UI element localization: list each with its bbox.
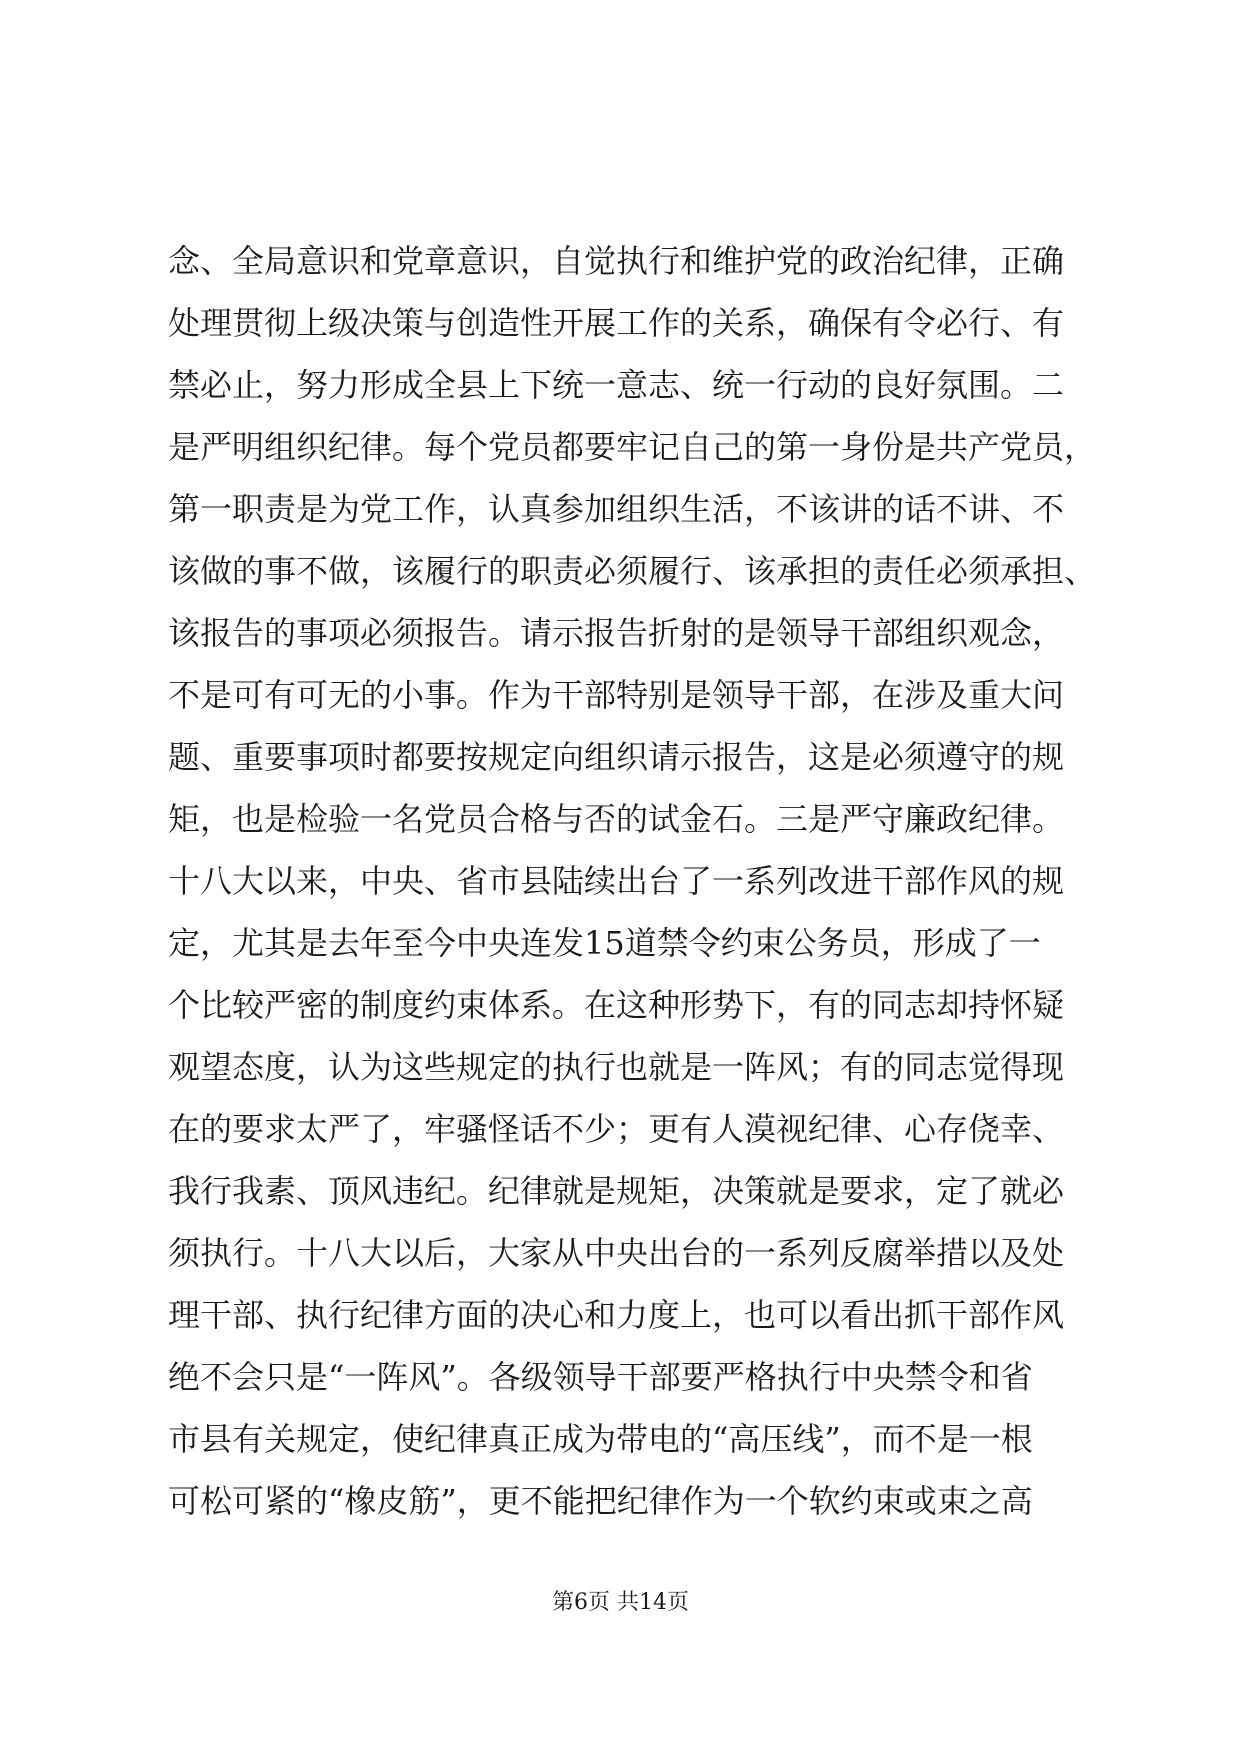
text-line: 禁必止，努力形成全县上下统一意志、统一行动的良好氛围。二 bbox=[168, 366, 1065, 404]
text-line: 绝不会只是“一阵风”。各级领导干部要严格执行中央禁令和省 bbox=[168, 1358, 1033, 1396]
text-line: 念、全局意识和党章意识，自觉执行和维护党的政治纪律，正确 bbox=[168, 242, 1065, 280]
text-line: 须执行。十八大以后，大家从中央出台的一系列反腐举措以及处 bbox=[168, 1234, 1065, 1272]
text-line: 矩，也是检验一名党员合格与否的试金石。三是严守廉政纪律。 bbox=[168, 800, 1065, 838]
text-line: 观望态度，认为这些规定的执行也就是一阵风；有的同志觉得现 bbox=[168, 1048, 1065, 1086]
page-number-footer: 第6页 共14页 bbox=[552, 1590, 689, 1615]
text-line: 该做的事不做，该履行的职责必须履行、该承担的责任必须承担、 bbox=[168, 552, 1097, 590]
text-line: 该报告的事项必须报告。请示报告折射的是领导干部组织观念， bbox=[168, 614, 1065, 652]
text-line: 个比较严密的制度约束体系。在这种形势下，有的同志却持怀疑 bbox=[168, 986, 1065, 1024]
body-text bbox=[168, 230, 1096, 1532]
text-line: 我行我素、顶风违纪。纪律就是规矩，决策就是要求，定了就必 bbox=[168, 1172, 1065, 1210]
text-line: 可松可紧的“橡皮筋”，更不能把纪律作为一个软约束或束之高 bbox=[168, 1482, 1033, 1520]
text-line: 理干部、执行纪律方面的决心和力度上，也可以看出抓干部作风 bbox=[168, 1296, 1065, 1334]
text-line: 十八大以来，中央、省市县陆续出台了一系列改进干部作风的规 bbox=[168, 862, 1065, 900]
text-line: 第一职责是为党工作，认真参加组织生活，不该讲的话不讲、不 bbox=[168, 490, 1065, 528]
text-line: 处理贯彻上级决策与创造性开展工作的关系，确保有令必行、有 bbox=[168, 304, 1065, 342]
text-line: 在的要求太严了，牢骚怪话不少；更有人漠视纪律、心存侥幸、 bbox=[168, 1110, 1065, 1148]
text-line: 是严明组织纪律。每个党员都要牢记自己的第一身份是共产党员， bbox=[168, 428, 1097, 466]
text-line: 市县有关规定，使纪律真正成为带电的“高压线”，而不是一根 bbox=[168, 1420, 1033, 1458]
text-line: 题、重要事项时都要按规定向组织请示报告，这是必须遵守的规 bbox=[168, 738, 1065, 776]
text-line: 不是可有可无的小事。作为干部特别是领导干部，在涉及重大问 bbox=[168, 676, 1065, 714]
text-line: 定，尤其是去年至今中央连发15道禁令约束公务员，形成了一 bbox=[168, 924, 1041, 962]
